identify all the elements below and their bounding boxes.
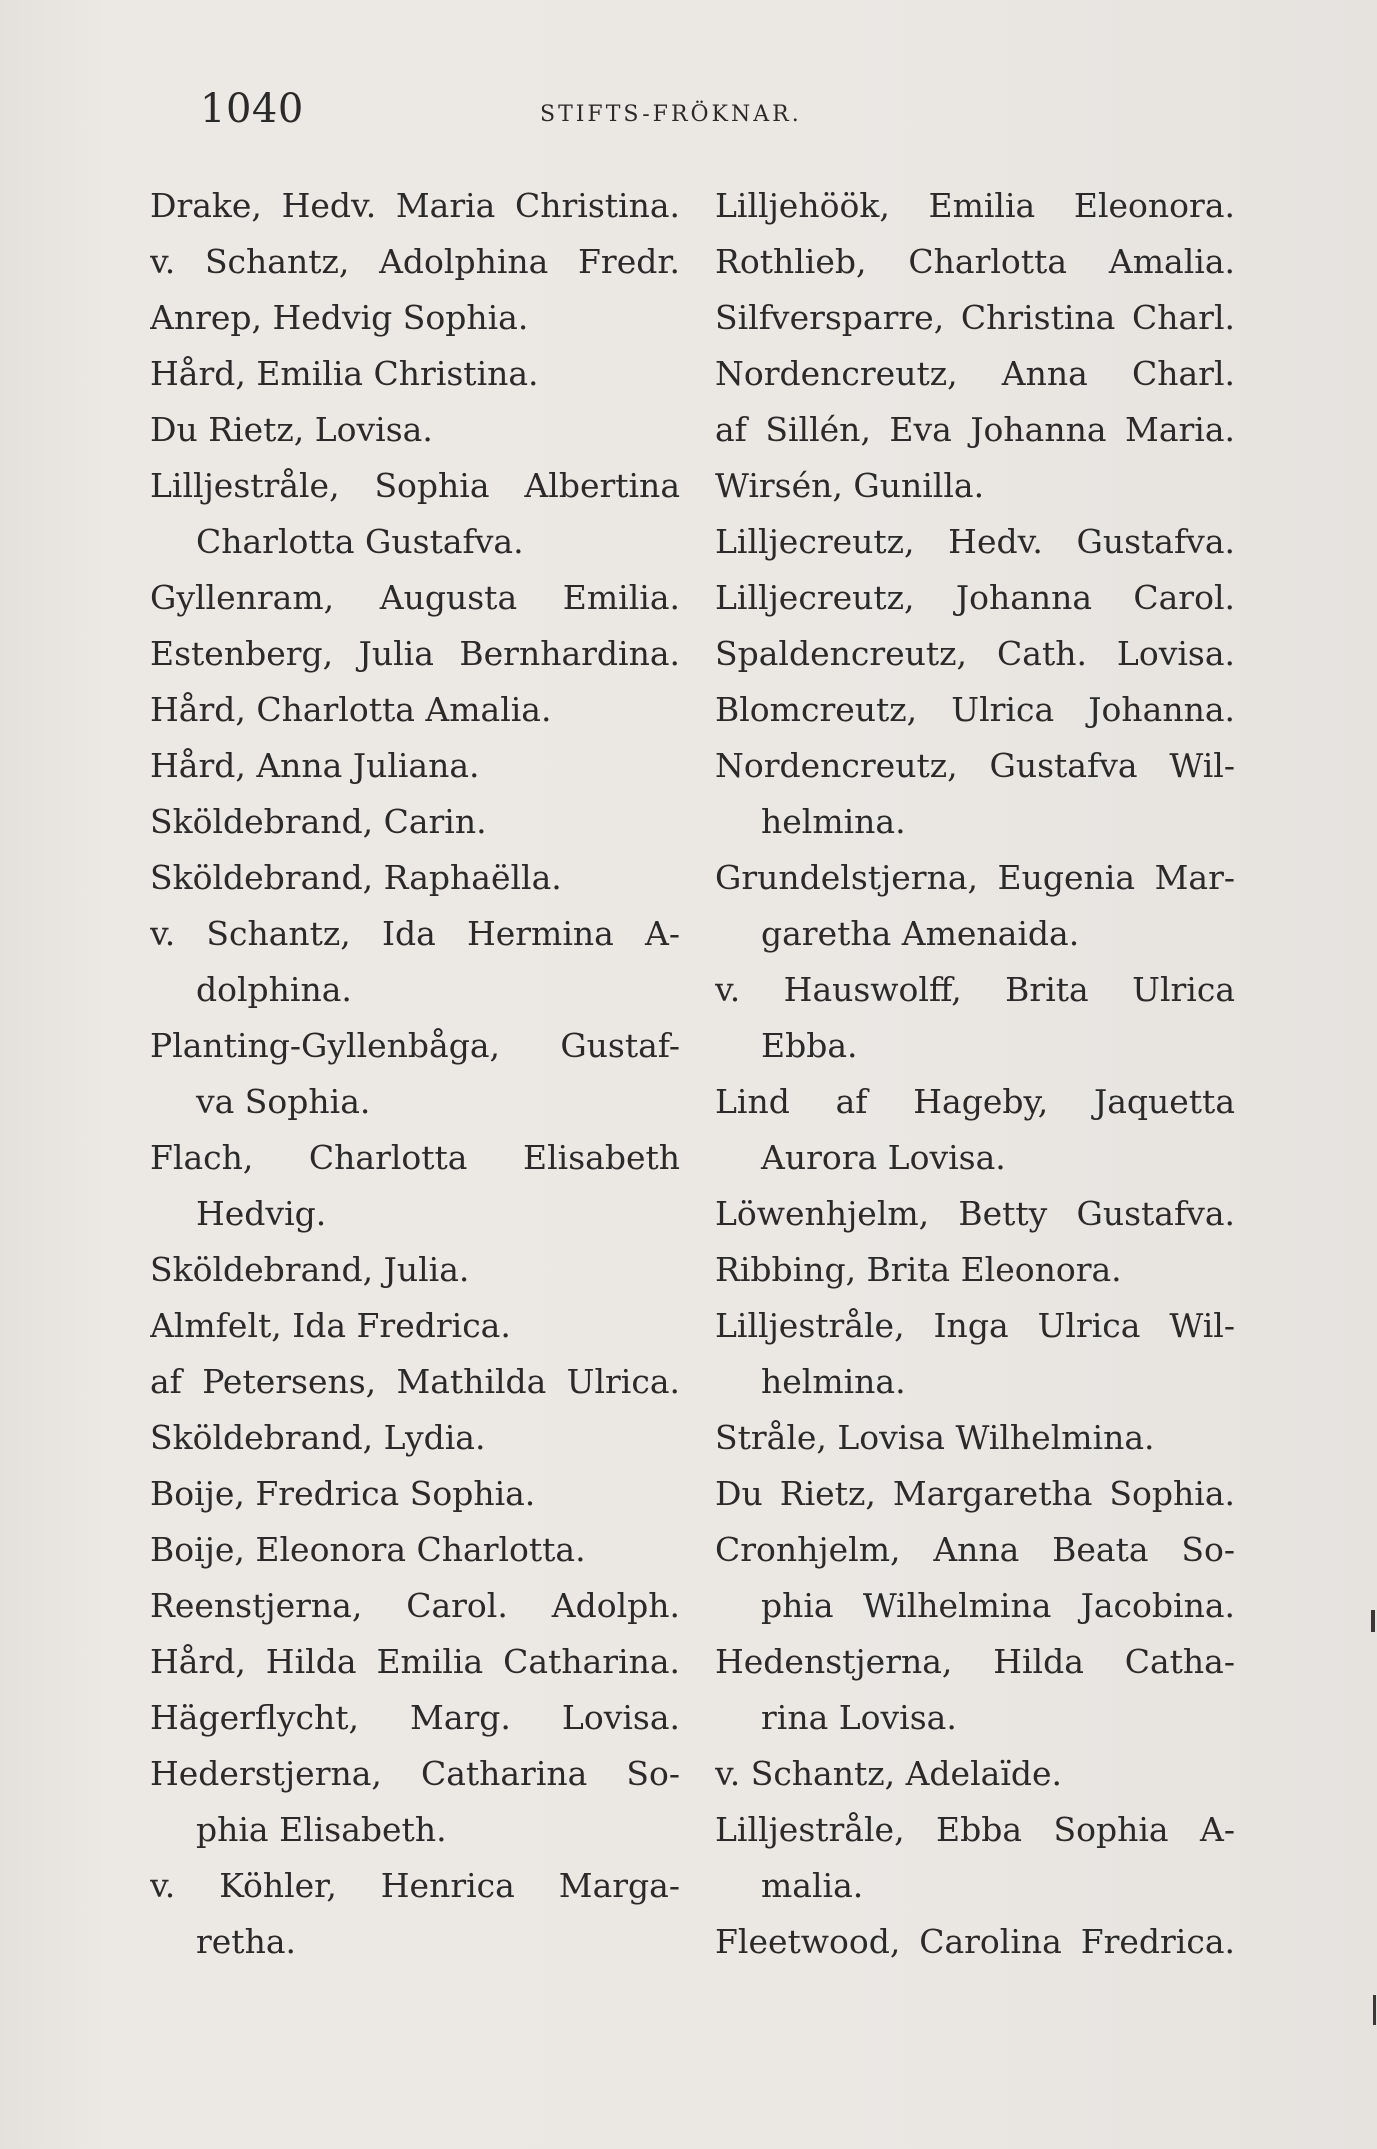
name-entry-line: va Sophia. xyxy=(196,1082,371,1121)
name-entry-line: Estenberg, Julia Bernhardina. xyxy=(150,634,680,673)
name-entry-line: Sköldebrand, Carin. xyxy=(150,802,487,841)
name-entry-line: Drake, Hedv. Maria Christina. xyxy=(150,186,680,225)
name-entry-line: Lilljecreutz, Johanna Carol. xyxy=(715,578,1235,617)
name-entry-line: Hedvig. xyxy=(196,1194,327,1233)
name-entry-line: Hård, Emilia Christina. xyxy=(150,354,539,393)
running-title: STIFTS-FRÖKNAR. xyxy=(540,102,802,127)
edge-mark xyxy=(1373,1995,1376,2025)
name-entry-line: helmina. xyxy=(761,802,906,841)
name-entry-line: Löwenhjelm, Betty Gustafva. xyxy=(715,1194,1235,1233)
name-entry-line: v. Köhler, Henrica Marga- xyxy=(150,1866,680,1905)
name-entry-line: garetha Amenaida. xyxy=(761,914,1080,953)
name-entry-line: Du Rietz, Lovisa. xyxy=(150,410,433,449)
name-entry-line: Wirsén, Gunilla. xyxy=(715,466,985,505)
name-entry-line: Planting-Gyllenbåga, Gustaf- xyxy=(150,1026,680,1065)
name-entry-line: Hård, Anna Juliana. xyxy=(150,746,480,785)
name-entry-line: retha. xyxy=(196,1922,296,1961)
name-entry-line: af Sillén, Eva Johanna Maria. xyxy=(715,410,1235,449)
name-entry-line: Blomcreutz, Ulrica Johanna. xyxy=(715,690,1235,729)
name-entry-line: Boije, Eleonora Charlotta. xyxy=(150,1530,586,1569)
name-entry-line: Reenstjerna, Carol. Adolph. xyxy=(150,1586,680,1625)
page-header xyxy=(0,82,1377,142)
name-entry-line: v. Schantz, Ida Hermina A- xyxy=(150,914,680,953)
name-entry-line: Fleetwood, Carolina Fredrica. xyxy=(715,1922,1235,1961)
name-entry-line: Lilljestråle, Ebba Sophia A- xyxy=(715,1810,1235,1849)
name-entry-line: Boije, Fredrica Sophia. xyxy=(150,1474,536,1513)
name-entry-line: v. Hauswolff, Brita Ulrica xyxy=(715,970,1235,1009)
name-entry-line: Lind af Hageby, Jaquetta xyxy=(715,1082,1235,1121)
name-entry-line: Sköldebrand, Raphaëlla. xyxy=(150,858,562,897)
name-entry-line: Hägerflycht, Marg. Lovisa. xyxy=(150,1698,680,1737)
name-entry-line: Lilljehöök, Emilia Eleonora. xyxy=(715,186,1235,225)
name-entry-line: Gyllenram, Augusta Emilia. xyxy=(150,578,680,617)
name-entry-line: Stråle, Lovisa Wilhelmina. xyxy=(715,1418,1155,1457)
name-entry-line: Flach, Charlotta Elisabeth xyxy=(150,1138,680,1177)
name-entry-line: Silfversparre, Christina Charl. xyxy=(715,298,1235,337)
name-entry-line: Sköldebrand, Lydia. xyxy=(150,1418,486,1457)
name-entry-line: Sköldebrand, Julia. xyxy=(150,1250,470,1289)
name-entry-line: Hård, Hilda Emilia Catharina. xyxy=(150,1642,680,1681)
name-entry-line: v. Schantz, Adelaïde. xyxy=(715,1754,1063,1793)
name-entry-line: phia Elisabeth. xyxy=(196,1810,447,1849)
name-entry-line: Hederstjerna, Catharina So- xyxy=(150,1754,680,1793)
name-entry-line: v. Schantz, Adolphina Fredr. xyxy=(150,242,680,281)
name-entry-line: Cronhjelm, Anna Beata So- xyxy=(715,1530,1235,1569)
left-column xyxy=(150,178,680,1970)
name-entry-line: rina Lovisa. xyxy=(761,1698,957,1737)
name-entry-line: Rothlieb, Charlotta Amalia. xyxy=(715,242,1235,281)
name-entry-line: Hård, Charlotta Amalia. xyxy=(150,690,552,729)
name-entry-line: dolphina. xyxy=(196,970,352,1009)
name-entry-line: Lilljestråle, Sophia Albertina xyxy=(150,466,680,505)
name-entry-line: Ribbing, Brita Eleonora. xyxy=(715,1250,1122,1289)
name-entry-line: helmina. xyxy=(761,1362,906,1401)
name-entry-line: Almfelt, Ida Fredrica. xyxy=(150,1306,511,1345)
right-column xyxy=(715,178,1235,1970)
name-entry-line: Spaldencreutz, Cath. Lovisa. xyxy=(715,634,1235,673)
name-entry-line: Grundelstjerna, Eugenia Mar- xyxy=(715,858,1235,897)
name-entry-line: af Petersens, Mathilda Ulrica. xyxy=(150,1362,680,1401)
name-entry-line: Du Rietz, Margaretha Sophia. xyxy=(715,1474,1235,1513)
name-entry-line: malia. xyxy=(761,1866,864,1905)
name-entry-line: Ebba. xyxy=(761,1026,858,1065)
name-entry-line: Lilljestråle, Inga Ulrica Wil- xyxy=(715,1306,1235,1345)
name-entry-line: phia Wilhelmina Jacobina. xyxy=(761,1586,1235,1625)
edge-mark xyxy=(1371,1610,1375,1632)
name-entry-line: Aurora Lovisa. xyxy=(761,1138,1006,1177)
name-entry-line: Anrep, Hedvig Sophia. xyxy=(150,298,529,337)
page-number: 1040 xyxy=(200,86,304,132)
name-entry-line: Charlotta Gustafva. xyxy=(196,522,524,561)
name-entry-line: Hedenstjerna, Hilda Catha- xyxy=(715,1642,1235,1681)
name-entry-line: Nordencreutz, Gustafva Wil- xyxy=(715,746,1235,785)
name-entry-line: Nordencreutz, Anna Charl. xyxy=(715,354,1235,393)
name-entry-line: Lilljecreutz, Hedv. Gustafva. xyxy=(715,522,1235,561)
